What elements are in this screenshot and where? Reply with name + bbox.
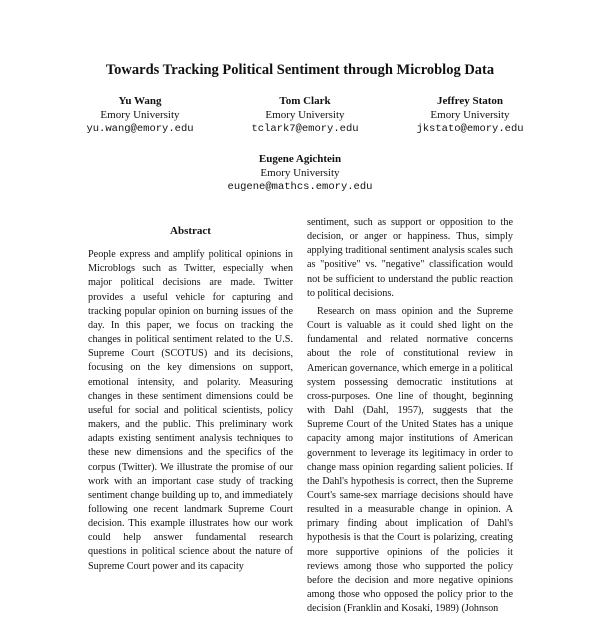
author-name: Yu Wang bbox=[118, 95, 162, 107]
authors-row bbox=[60, 94, 550, 136]
author-name: Tom Clark bbox=[279, 95, 331, 107]
paper-title: Towards Tracking Political Sentiment through Microblog Data bbox=[105, 62, 495, 78]
author-affiliation: Emory University bbox=[260, 167, 340, 179]
body-paragraph: sentiment, such as support or opposition to the decision, or anger or happiness. Thus, simply applying traditional sentiment analysis scales such as "positive" vs. "negative" classification would not be sufficient to understand the public reaction to political decisions. bbox=[307, 217, 513, 299]
author-name: Eugene Agichtein bbox=[258, 153, 342, 165]
author-name: Jeffrey Staton bbox=[436, 95, 504, 107]
author-block bbox=[225, 94, 385, 136]
author-block bbox=[390, 94, 550, 136]
left-column bbox=[88, 224, 293, 578]
author-affiliation: Emory University bbox=[100, 109, 180, 121]
author-affiliation: Emory University bbox=[430, 109, 510, 121]
author-email: tclark7@emory.edu bbox=[251, 123, 359, 135]
author-affiliation: Emory University bbox=[265, 109, 345, 121]
author-email: jkstato@emory.edu bbox=[416, 123, 524, 135]
abstract-text: People express and amplify political opinions in Microblogs such as Twitter, especially when major political decisions are made. Twitter provides a useful vehicle for capturing and tracking popular opinion on burning issues of the day. In this paper, we focus on tracking the changes in political sentiment related to the U.S. Supreme Court (SCOTUS) and its decisions, focusing on the key dimensions on support, emotional intensity, and polarity. Measuring changes in these sentiment dimensions could be useful for social and political scientists, policy makers, and the public. This preliminary work adapts existing sentiment analysis techniques to these new dimensions and the specifics of the corpus (Twitter). We illustrate the promise of our work with an important case study of tracking sentiment change building up to, and immediately following one recent landmark Supreme Court decision. This example illustrates how our work could help answer fundamental research questions in political science about the nature of Supreme Court power and its capacity bbox=[88, 249, 293, 572]
author-block bbox=[220, 152, 380, 194]
author-email: eugene@mathcs.emory.edu bbox=[227, 181, 373, 193]
author-block bbox=[60, 94, 220, 136]
right-column bbox=[307, 216, 513, 620]
author-email: yu.wang@emory.edu bbox=[86, 123, 194, 135]
abstract-heading: Abstract bbox=[170, 225, 211, 237]
body-paragraph: Research on mass opinion and the Supreme Court is valuable as it could shed light on the fundamental and related normative concerns about the role of constitutional review in American governance, which emerge in a political system possessing democratic institutions at cross-purposes. One line of thought, beginning with Dahl (Dahl, 1957), suggests that the Supreme Court of the United States has a unique capacity among major institutions of American government to leverage its legitimacy in order to change mass opinion regarding salient policies. If the Dahl's hypothesis is correct, then the Supreme Court's same-sex marriage decisions should have resulted in a measurable change in opinion. A primary finding about implication of Dahl's hypothesis is that the Court is polarizing, creating more supportive opinions of the policies it reviews among those who supported the policy before the decision and more negative opinions among those who opposed the policy prior to the decision (Franklin and Kosaki, 1989) (Johnson bbox=[307, 305, 513, 615]
